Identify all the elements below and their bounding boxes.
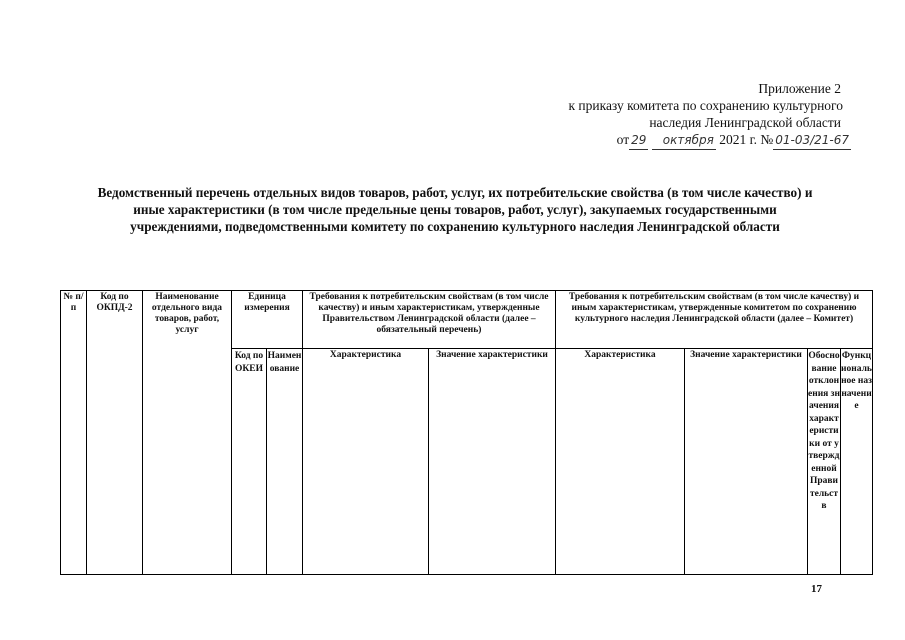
appendix-line-1: Приложение 2	[758, 81, 841, 96]
col-header-unit-name: Наименование	[267, 349, 303, 575]
date-year: 2021 г. №	[719, 132, 774, 147]
document-title: Ведомственный перечень отдельных видов товаров, работ, услуг, их потребительские свойства (в том числе качество) и иные характеристики (в том числе предельные цены товаров, работ, услуг), закупаемых государственными учреждениями, подведомственными комитету по сохранению культурного наследия Ленинградской области	[97, 185, 813, 234]
appendix-line-2: к приказу комитета по сохранению культурного	[568, 98, 843, 113]
page-number: 17	[811, 583, 822, 595]
col-header-functional-purpose: Функциональное назначение	[841, 349, 873, 575]
col-header-committee-value: Значение характеристики	[685, 349, 808, 575]
col-header-unit-code: Код по ОКЕИ	[232, 349, 267, 575]
order-number: 01-03/21-67	[773, 132, 851, 150]
col-header-gov-value: Значение характеристики	[429, 349, 556, 575]
col-header-gov-requirements: Требования к потребительским свойствам (в том числе качеству) и иным характеристикам, утвержденные Правительством Ленинградской области (далее – обязательный перечень)	[303, 291, 556, 349]
date-day: 29	[629, 132, 648, 150]
col-header-gov-characteristic: Характеристика	[303, 349, 429, 575]
col-header-item-name: Наименование отдельного вида товаров, работ, услуг	[143, 291, 232, 575]
appendix-date-line	[617, 131, 851, 150]
col-header-okpd: Код по ОКПД-2	[87, 291, 143, 575]
appendix-line-3: наследия Ленинградской области	[649, 115, 841, 130]
col-header-committee-characteristic: Характеристика	[556, 349, 685, 575]
date-month: октября	[652, 132, 716, 150]
col-header-deviation-justification: Обоснование отклонения значения характеристики от утвержденной Правительств	[808, 349, 841, 575]
col-header-unit: Единица измерения	[232, 291, 303, 349]
date-prefix: от	[616, 132, 630, 147]
col-header-number: № п/п	[61, 291, 87, 575]
requirements-table	[60, 290, 873, 575]
col-header-committee-requirements: Требования к потребительским свойствам (в том числе качеству) и иным характеристикам, утвержденные комитетом по сохранению культурного наследия Ленинградской области (далее – Комитет)	[556, 291, 873, 349]
